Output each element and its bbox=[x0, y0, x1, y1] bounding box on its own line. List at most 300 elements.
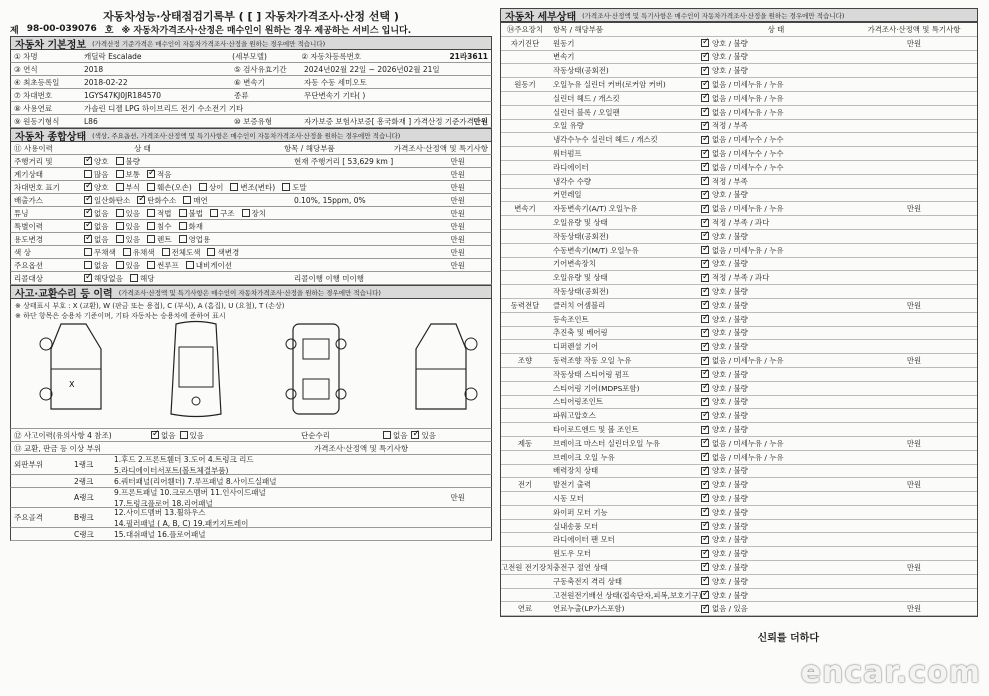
overall-won: 만원 bbox=[450, 195, 465, 205]
simple-some-check[interactable]: ✓ 있음 bbox=[411, 430, 436, 441]
detail-row bbox=[501, 37, 977, 51]
detail-state[interactable]: ✓ 없음 / 미세누수 / 누수 bbox=[701, 134, 851, 145]
overall-item: 현재 주행거리 [ 53,629 km ] bbox=[294, 156, 394, 166]
detail-row bbox=[501, 451, 977, 465]
basic-mid: ⑩ 보증유형 bbox=[234, 116, 273, 126]
option-checkbox[interactable]: 부식 bbox=[116, 182, 141, 193]
overall-row bbox=[10, 220, 492, 233]
overall-rows bbox=[10, 155, 492, 285]
overall-col-item: 항목 / 해당부품 bbox=[283, 143, 335, 153]
detail-row bbox=[501, 396, 977, 410]
detail-row bbox=[501, 465, 977, 479]
basic-mid: ⑤ 검사유효기간 bbox=[234, 64, 287, 74]
detail-row bbox=[501, 285, 977, 299]
detail-row bbox=[501, 202, 977, 216]
car-frame-icon bbox=[281, 319, 351, 419]
detail-col-state: 상 태 bbox=[767, 24, 785, 34]
rankC-items: 15.대쉬패널 16.플로어패널 bbox=[114, 529, 206, 539]
option-checkbox[interactable]: 상이 bbox=[199, 182, 224, 193]
detail-rows bbox=[501, 37, 977, 616]
document-title: 자동차성능·상태점검기록부 ( [ ] 자동차가격조사·산정 선택 ) bbox=[103, 10, 399, 23]
basic-value: 1GYS47KJ0JR184570 bbox=[84, 90, 162, 100]
overall-col-price: 가격조사·산정액 및 특기사항 bbox=[393, 143, 488, 153]
basic-right-label: 자동 수동 세미오토 bbox=[304, 77, 367, 87]
detail-item: 고전원전기배선 상태(접속단자,피복,보호기구) bbox=[553, 590, 702, 600]
detail-state[interactable]: ✓ 양호 / 불량 bbox=[701, 51, 851, 62]
option-checkbox[interactable]: 도말 bbox=[282, 182, 307, 193]
overall-row bbox=[10, 168, 492, 181]
detail-state[interactable]: ✓ 양호 / 불량 bbox=[701, 548, 851, 559]
basic-right-value: 만원 bbox=[473, 116, 488, 126]
basic-value: 캐딜락 Escalade bbox=[84, 51, 142, 61]
detail-header-row bbox=[501, 23, 977, 37]
detail-state[interactable]: ✓ 양호 / 불량 bbox=[701, 300, 851, 311]
detail-won: 만원 bbox=[906, 38, 922, 48]
detail-state[interactable]: ✓ 양호 / 불량 bbox=[701, 465, 851, 476]
detail-group: 제동 bbox=[517, 438, 533, 448]
detail-state[interactable]: ✓ 없음 / 있음 bbox=[701, 603, 851, 614]
detail-item: 냉각수누수 실린더 헤드 / 개스킷 bbox=[553, 135, 658, 145]
basic-value: 2018-02-22 bbox=[84, 77, 128, 87]
overall-won: 만원 bbox=[450, 247, 465, 257]
option-checkbox[interactable]: 불법 bbox=[179, 208, 204, 219]
detail-group: 조향 bbox=[517, 356, 533, 366]
car-diagram-area bbox=[10, 299, 492, 429]
overall-col-state: 상 태 bbox=[133, 143, 151, 153]
detail-item: 기어변속장치 bbox=[553, 259, 596, 269]
detail-row bbox=[501, 313, 977, 327]
option-checkbox[interactable]: 없음 bbox=[84, 260, 109, 271]
rankC-label: C랭크 bbox=[74, 529, 94, 539]
detail-state[interactable]: ✓ 없음 / 미세누수 / 누수 bbox=[701, 148, 851, 159]
detail-state[interactable]: ✓ 양호 / 불량 bbox=[701, 424, 851, 435]
detail-row bbox=[501, 299, 977, 313]
option-checkbox[interactable]: 보통 bbox=[116, 169, 141, 180]
detail-row bbox=[501, 244, 977, 258]
basic-label: ③ 연식 bbox=[14, 64, 38, 74]
option-checkbox[interactable]: 구조 bbox=[210, 208, 235, 219]
overall-label: 색 상 bbox=[14, 247, 31, 257]
detail-state[interactable]: ✓ 양호 / 불량 bbox=[701, 327, 851, 338]
detail-state[interactable]: ✓ 양호 / 불량 bbox=[701, 231, 851, 242]
option-checkbox[interactable]: ✓ 없음 bbox=[84, 208, 109, 219]
detail-row bbox=[501, 368, 977, 382]
detail-col-item: 항목 / 해당부품 bbox=[553, 24, 604, 34]
basic-value: 2018 bbox=[84, 64, 104, 74]
car-side-left-icon bbox=[31, 319, 121, 419]
option-checkbox[interactable]: 매연 bbox=[183, 195, 208, 206]
detail-row bbox=[501, 133, 977, 147]
detail-item: 타이로드엔드 및 볼 조인트 bbox=[553, 425, 639, 434]
basic-info-title: 자동차 기본정보 bbox=[15, 39, 87, 51]
detail-row bbox=[501, 175, 977, 189]
detail-state[interactable]: ✓ 없음 / 미세누유 / 누유 bbox=[701, 203, 851, 214]
option-checkbox[interactable]: 훼손(오손) bbox=[147, 182, 192, 193]
overall-won: 만원 bbox=[450, 169, 465, 179]
exchange-label: ⑬ 교환, 판금 등 이상 부위 bbox=[14, 443, 102, 453]
main-frame-label: 주요골격 bbox=[14, 513, 43, 522]
rankA-won: 만원 bbox=[450, 493, 465, 502]
basic-right-label: ② 자동차등록번호 bbox=[301, 51, 362, 61]
detail-state[interactable]: ✓ 양호 / 불량 bbox=[701, 479, 851, 490]
detail-item: 오일누유 실린더 커버(로커암 커버) bbox=[553, 80, 666, 90]
detail-row bbox=[501, 589, 977, 603]
overall-item: 0.10%, 15ppm, 0% bbox=[294, 195, 366, 205]
overall-label: 주행거리 및 bbox=[14, 156, 53, 166]
history-some-check[interactable]: 있음 bbox=[180, 430, 205, 441]
rankA-items: 9.프론트패널 10.크로스멤버 11.인사이드패널 17.트렁크플로어 18.리어패널 bbox=[114, 488, 266, 508]
overall-won: 만원 bbox=[450, 260, 465, 270]
overall-won: 만원 bbox=[450, 182, 465, 192]
accident-title: 사고·교환수리 등 이력 bbox=[15, 288, 113, 300]
detail-state[interactable]: ✓ 없음 / 미세누유 / 누유 bbox=[701, 107, 851, 118]
legend-note: ※ 하단 항목은 승용차 기준이며, 기타 자동차는 승용차에 준하여 표시 bbox=[15, 312, 226, 320]
option-checkbox[interactable]: 화재 bbox=[179, 221, 204, 232]
outer-parts-label: 외판부위 bbox=[14, 460, 43, 469]
detail-item: 오일 유량 bbox=[553, 121, 584, 131]
detail-won: 만원 bbox=[906, 438, 922, 448]
detail-item: 원동기 bbox=[553, 38, 575, 48]
basic-info-row bbox=[10, 102, 492, 115]
detail-row bbox=[501, 478, 977, 492]
detail-item: 연료누출(LP가스포함) bbox=[553, 604, 625, 614]
option-checkbox[interactable]: ✓ 없음 bbox=[84, 234, 109, 245]
option-checkbox[interactable]: 불량 bbox=[116, 156, 141, 167]
detail-group: 동력전달 bbox=[510, 300, 540, 310]
detail-group: 전기 bbox=[517, 480, 533, 490]
overall-won: 만원 bbox=[450, 221, 465, 231]
detail-group: 연료 bbox=[517, 604, 533, 614]
option-checkbox[interactable]: 전체도색 bbox=[162, 247, 201, 258]
detail-state[interactable]: ✓ 양호 / 불량 bbox=[701, 590, 851, 601]
detail-row bbox=[501, 120, 977, 134]
overall-label: 용도변경 bbox=[14, 234, 43, 244]
overall-options bbox=[81, 234, 291, 245]
detail-state[interactable]: ✓ 없음 / 미세누유 / 누유 bbox=[701, 438, 851, 449]
detail-note: (가격조사·산정액 및 특기사항은 매수인이 자동차가격조사·산정을 원하는 경우에만 적습니다) bbox=[582, 11, 845, 20]
detail-item: 커먼레일 bbox=[553, 190, 582, 200]
overall-row bbox=[10, 181, 492, 194]
simple-none-check[interactable]: 없음 bbox=[383, 430, 408, 441]
overall-item: 리콜이행 이행 미이행 bbox=[294, 273, 364, 283]
option-checkbox[interactable]: 변조(변타) bbox=[230, 182, 275, 193]
basic-mid: 종류 bbox=[234, 90, 249, 100]
detail-item: 오일유량 및 상태 bbox=[553, 273, 608, 283]
detail-state[interactable]: ✓ 없음 / 미세누유 / 누유 bbox=[701, 93, 851, 104]
overall-row bbox=[10, 194, 492, 207]
detail-item: 윈도우 모터 bbox=[553, 549, 592, 559]
basic-value: L86 bbox=[84, 116, 98, 126]
detail-row bbox=[501, 602, 977, 616]
encar-watermark: encar.com bbox=[800, 655, 981, 690]
detail-row bbox=[501, 533, 977, 547]
overall-options bbox=[81, 221, 291, 232]
detail-state[interactable]: ✓ 없음 / 미세누유 / 누유 bbox=[701, 79, 851, 90]
basic-right-label: 2024년02월 22일 ~ 2026년02월 21일 bbox=[304, 64, 440, 74]
detail-state[interactable]: ✓ 양호 / 불량 bbox=[701, 562, 851, 573]
detail-row bbox=[501, 51, 977, 65]
detail-row bbox=[501, 161, 977, 175]
detail-item: 구동축전지 격리 상태 bbox=[553, 576, 622, 586]
detail-item: 작동상태(공회전) bbox=[553, 66, 609, 76]
option-checkbox[interactable]: 무채색 bbox=[84, 247, 116, 258]
detail-state[interactable]: ✓ 양호 / 불량 bbox=[701, 189, 851, 200]
rank1-items: 1.후드 2.프론트휀더 3.도어 4.트렁크 리드 5.라디에이터서포트(볼트체결부품) bbox=[114, 455, 254, 475]
detail-item: 작동상태(공회전) bbox=[553, 231, 609, 241]
basic-info-row bbox=[10, 76, 492, 89]
detail-won: 만원 bbox=[906, 562, 922, 572]
overall-label: 특별이력 bbox=[14, 221, 43, 231]
detail-item: 작동상태(공회전) bbox=[553, 287, 609, 297]
rank1-row bbox=[10, 455, 492, 475]
detail-item: 라디에이터 bbox=[553, 162, 589, 172]
detail-item: 동력조향 작동 오일 누유 bbox=[553, 356, 632, 366]
option-checkbox[interactable]: 내비게이션 bbox=[186, 260, 232, 271]
legend-symbols: ※ 상태표시 부호 : X (교환), W (판금 또는 용접), C (부식), A (흠집), U (요철), T (손상) bbox=[15, 302, 285, 310]
option-checkbox[interactable]: ✓ 해당없음 bbox=[84, 273, 123, 284]
basic-info-row bbox=[10, 115, 492, 128]
detail-row bbox=[501, 520, 977, 534]
overall-options bbox=[81, 273, 291, 284]
detail-state[interactable]: ✓ 양호 / 불량 bbox=[701, 534, 851, 545]
detail-state[interactable]: ✓ 양호 / 불량 bbox=[701, 65, 851, 76]
detail-state[interactable]: ✓ 양호 / 불량 bbox=[701, 341, 851, 352]
option-checkbox[interactable]: ✓ 없음 bbox=[84, 221, 109, 232]
detail-item: 디퍼렌셜 기어 bbox=[553, 342, 599, 352]
overall-options bbox=[81, 260, 291, 271]
car-top-icon bbox=[161, 319, 231, 419]
detail-row bbox=[501, 575, 977, 589]
detail-row bbox=[501, 561, 977, 575]
detail-state[interactable]: ✓ 양호 / 불량 bbox=[701, 314, 851, 325]
overall-options bbox=[81, 169, 291, 180]
option-checkbox[interactable]: 해당 bbox=[130, 273, 155, 284]
detail-row bbox=[501, 437, 977, 451]
cert-note: ※ 자동차가격조사·산정은 매수인이 원하는 경우 제공하는 서비스 입니다. bbox=[121, 25, 412, 36]
detail-item: 수동변속기(M/T) 오일누유 bbox=[553, 245, 639, 255]
detail-row bbox=[501, 492, 977, 506]
option-checkbox[interactable]: 유채색 bbox=[123, 247, 155, 258]
detail-state[interactable]: ✓ 양호 / 불량 bbox=[701, 396, 851, 407]
exchange-header-row bbox=[10, 442, 492, 455]
svg-text:X: X bbox=[69, 380, 75, 389]
basic-right-value: 21라3611 bbox=[449, 51, 489, 61]
overall-options bbox=[81, 156, 291, 167]
car-side-right-icon bbox=[396, 319, 486, 419]
rank1-label: 1랭크 bbox=[74, 460, 94, 469]
option-checkbox[interactable]: ✓ 양호 bbox=[84, 156, 109, 167]
detail-won: 만원 bbox=[906, 480, 922, 490]
detail-item: 클러치 어셈블리 bbox=[553, 300, 606, 310]
accident-history-row bbox=[10, 429, 492, 442]
detail-row bbox=[501, 409, 977, 423]
detail-item: 실린더 블록 / 오일팬 bbox=[553, 107, 620, 117]
detail-group: 변속기 bbox=[514, 204, 536, 214]
detail-item: 추진축 및 베어링 bbox=[553, 328, 608, 338]
detail-state[interactable]: ✓ 양호 / 불량 bbox=[701, 521, 851, 532]
overall-label: 리콜대상 bbox=[14, 273, 43, 283]
option-checkbox[interactable]: 침수 bbox=[147, 221, 172, 232]
history-none-check[interactable]: ✓ 없음 bbox=[151, 430, 176, 441]
detail-state[interactable]: ✓ 양호 / 불량 bbox=[701, 576, 851, 587]
basic-info-note: (가격산정 기준가격은 매수인이 자동차가격조사·산정을 원하는 경우에만 적습니다) bbox=[92, 39, 326, 48]
detail-item: 등속조인트 bbox=[553, 314, 589, 324]
detail-item: 변속기 bbox=[553, 52, 575, 62]
basic-label: ④ 최초등록일 bbox=[14, 77, 60, 87]
detail-item: 배력장치 상태 bbox=[553, 466, 599, 476]
overall-label: 주요옵션 bbox=[14, 260, 43, 270]
detail-item: 브레이크 오일 누유 bbox=[553, 452, 615, 462]
overall-options bbox=[81, 247, 291, 258]
detail-item: 스티어링조인트 bbox=[553, 397, 603, 407]
overall-label: 배출가스 bbox=[14, 195, 43, 205]
detail-row bbox=[501, 92, 977, 106]
detail-row bbox=[501, 506, 977, 520]
detail-row bbox=[501, 382, 977, 396]
option-checkbox[interactable]: 색변경 bbox=[207, 247, 239, 258]
detail-state[interactable]: ✓ 적정 / 부족 bbox=[701, 120, 851, 131]
overall-row bbox=[10, 155, 492, 168]
detail-state[interactable]: ✓ 양호 / 불량 bbox=[701, 258, 851, 269]
detail-col-price: 가격조사·산정액 및 특기사항 bbox=[867, 24, 961, 34]
detail-won: 만원 bbox=[906, 604, 922, 614]
basic-info-row bbox=[10, 89, 492, 102]
detail-state[interactable]: ✓ 양호 / 불량 bbox=[701, 383, 851, 394]
detail-item: 오일유량 및 상태 bbox=[553, 218, 608, 228]
detail-row bbox=[501, 189, 977, 203]
detail-item: 시동 모터 bbox=[553, 493, 584, 503]
detail-state[interactable]: ✓ 적정 / 부족 / 과다 bbox=[701, 272, 851, 283]
overall-row bbox=[10, 246, 492, 259]
detail-col-device: ⑭주요장치 bbox=[507, 24, 543, 34]
overall-note: (색상, 주요옵션, 가격조사·산정액 및 특기사항은 매수인이 자동차가격조사·산정을 원하는 경우에만 적습니다) bbox=[92, 131, 401, 140]
detail-state[interactable]: ✓ 양호 / 불량 bbox=[701, 286, 851, 297]
overall-row bbox=[10, 272, 492, 285]
detail-state[interactable]: ✓ 없음 / 미세누유 / 누유 bbox=[701, 245, 851, 256]
detail-row bbox=[501, 271, 977, 285]
detail-item: 라디에이터 팬 모터 bbox=[553, 535, 615, 545]
overlay-slogan: 신뢰를 더하다 bbox=[757, 633, 819, 644]
accident-note: (가격조사·산정액 및 특기사항은 매수인이 자동차가격조사·산정을 원하는 경우에만 적습니다) bbox=[118, 288, 381, 297]
detail-row bbox=[501, 327, 977, 341]
left-column bbox=[10, 8, 492, 541]
option-checkbox[interactable]: ✓ 양호 bbox=[84, 182, 109, 193]
detail-item: 실내송풍 모터 bbox=[553, 521, 599, 531]
detail-state[interactable]: ✓ 적정 / 부족 / 과다 bbox=[701, 217, 851, 228]
detail-state[interactable]: ✓ 적정 / 부족 bbox=[701, 176, 851, 187]
detail-row bbox=[501, 78, 977, 92]
detail-state[interactable]: ✓ 양호 / 불량 bbox=[701, 369, 851, 380]
detail-item: 브레이크 마스터 실린더오일 누유 bbox=[553, 438, 661, 448]
basic-mid: (세부모델) bbox=[232, 51, 267, 61]
overall-options bbox=[81, 182, 307, 193]
detail-row bbox=[501, 216, 977, 230]
detail-item: 자동변속기(A/T) 오일누유 bbox=[553, 204, 638, 214]
cert-suffix: 호 bbox=[104, 25, 114, 36]
option-checkbox[interactable]: 있음 bbox=[116, 234, 141, 245]
detail-item: 실린더 헤드 / 개스킷 bbox=[553, 93, 620, 103]
rankB-items: 12.사이드멤버 13.휠하우스 14.필러패널 ( A, B, C) 19.패키지트레이 bbox=[114, 508, 249, 528]
detail-state[interactable]: ✓ 없음 / 미세누수 / 누수 bbox=[701, 162, 851, 173]
overall-options bbox=[81, 208, 291, 219]
detail-title: 자동차 세부상태 bbox=[505, 11, 577, 23]
detail-state[interactable]: ✓ 양호 / 불량 bbox=[701, 493, 851, 504]
detail-item: 파워고압호스 bbox=[553, 411, 596, 421]
basic-label: ⑧ 사용연료 bbox=[14, 103, 53, 113]
overall-title: 자동차 종합상태 bbox=[15, 131, 87, 143]
detail-won: 만원 bbox=[906, 356, 922, 366]
rank2-label: 2랭크 bbox=[74, 476, 94, 486]
detail-item: 와이퍼 모터 기능 bbox=[553, 507, 608, 517]
basic-label: ⑨ 원동기형식 bbox=[14, 116, 60, 126]
detail-row bbox=[501, 64, 977, 78]
detail-state[interactable]: ✓ 양호 / 불량 bbox=[701, 507, 851, 518]
overall-row bbox=[10, 207, 492, 220]
detail-state[interactable]: ✓ 없음 / 미세누유 / 누유 bbox=[701, 452, 851, 463]
overall-header-row bbox=[10, 142, 492, 155]
option-checkbox[interactable]: 많음 bbox=[84, 169, 109, 180]
option-checkbox[interactable]: 썬루프 bbox=[147, 260, 179, 271]
overall-options bbox=[81, 195, 291, 206]
detail-row bbox=[501, 147, 977, 161]
detail-group: 고전원 전기장치 bbox=[501, 562, 554, 572]
simple-repair-label: 단순수리 bbox=[301, 430, 330, 440]
detail-item: 냉각수 수량 bbox=[553, 176, 592, 186]
overall-row bbox=[10, 233, 492, 246]
option-checkbox[interactable]: ✓ 적음 bbox=[147, 169, 172, 180]
overall-col-history: ⑪ 사용이력 bbox=[14, 143, 53, 153]
rankC-row bbox=[10, 528, 492, 541]
overall-row bbox=[10, 259, 492, 272]
basic-info-row bbox=[10, 50, 492, 63]
overall-won: 만원 bbox=[450, 234, 465, 244]
detail-item: 스티어링 기어(MDPS포함) bbox=[553, 383, 640, 393]
rankA-row bbox=[10, 488, 492, 508]
detail-won: 만원 bbox=[906, 300, 922, 310]
overall-label: 차대번호 표기 bbox=[14, 182, 60, 192]
detail-item: 충전구 절연 상태 bbox=[553, 562, 608, 572]
option-checkbox[interactable]: ✓ 일산화탄소 bbox=[84, 195, 130, 206]
basic-info-row bbox=[10, 63, 492, 76]
option-checkbox[interactable]: 적법 bbox=[147, 208, 172, 219]
detail-row bbox=[501, 106, 977, 120]
option-checkbox[interactable]: 장치 bbox=[242, 208, 267, 219]
detail-state[interactable]: ✓ 없음 / 미세누유 / 누유 bbox=[701, 355, 851, 366]
basic-right-label: 무단변속기 기타( ) bbox=[304, 90, 366, 100]
basic-right-label: 자가보증 보험사보증[ 흥국화재 ] 가격산정 기준가격 bbox=[304, 116, 474, 126]
detail-group: 자기진단 bbox=[510, 38, 540, 48]
option-checkbox[interactable]: 렌트 bbox=[147, 234, 172, 245]
option-checkbox[interactable]: ✓ 탄화수소 bbox=[137, 195, 176, 206]
overall-label: 계기상태 bbox=[14, 169, 43, 179]
detail-group: 원동기 bbox=[514, 80, 536, 90]
option-checkbox[interactable]: 있음 bbox=[116, 208, 141, 219]
option-checkbox[interactable]: 영업용 bbox=[179, 234, 211, 245]
rankB-row bbox=[10, 508, 492, 528]
detail-won: 만원 bbox=[906, 204, 922, 214]
detail-state[interactable]: ✓ 양호 / 불량 bbox=[701, 38, 851, 49]
exchange-price-label: 가격조사·산정액 및 특기사항 bbox=[314, 443, 409, 453]
rankA-label: A랭크 bbox=[74, 493, 94, 502]
accident-section bbox=[10, 285, 492, 299]
option-checkbox[interactable]: 있음 bbox=[116, 260, 141, 271]
option-checkbox[interactable]: 있음 bbox=[116, 221, 141, 232]
detail-item: 발전기 출력 bbox=[553, 480, 592, 490]
detail-row bbox=[501, 423, 977, 437]
detail-table bbox=[500, 22, 978, 617]
detail-state[interactable]: ✓ 양호 / 불량 bbox=[701, 410, 851, 421]
rankB-label: B랭크 bbox=[74, 513, 94, 522]
